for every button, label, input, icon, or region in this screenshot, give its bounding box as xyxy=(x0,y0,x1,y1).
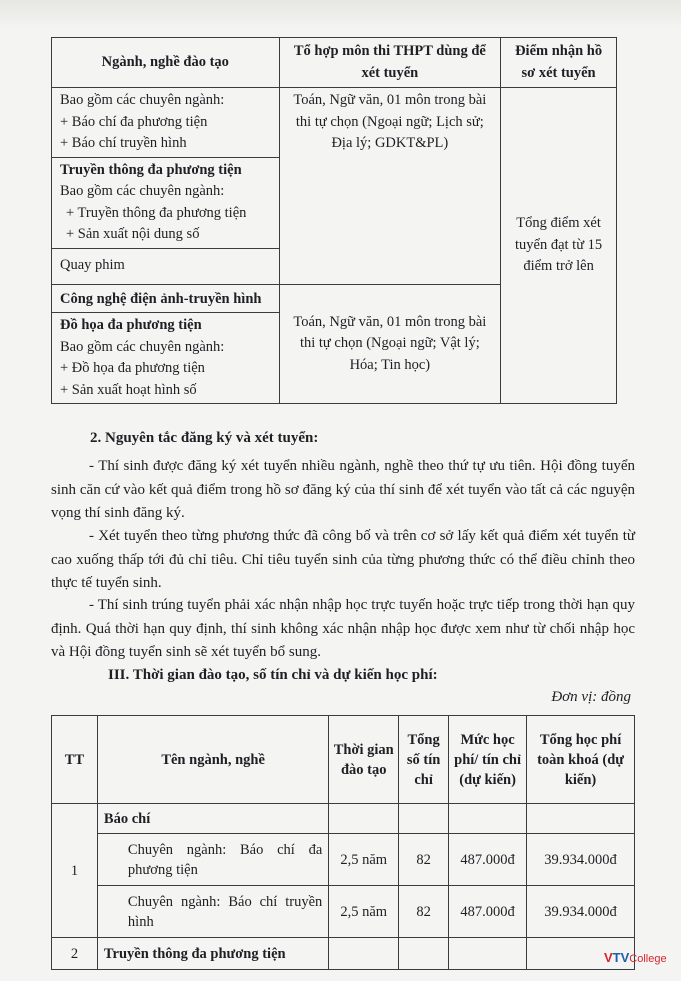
header-credits: Tổng số tín chỉ xyxy=(399,716,449,804)
header-combination: Tổ hợp môn thi THPT dùng để xét tuyển xyxy=(279,38,501,88)
logo-tv: TV xyxy=(612,950,630,965)
line: + Báo chí truyền hình xyxy=(60,135,187,151)
admission-combination-table xyxy=(51,37,617,404)
empty-cell xyxy=(399,938,449,970)
row-fee: 487.000đ xyxy=(449,886,527,938)
logo-college: College xyxy=(629,953,667,965)
tt-cell: 2 xyxy=(52,938,98,970)
row-time: 2,5 năm xyxy=(329,834,399,886)
header-fee: Mức học phí/ tín chỉ (dự kiến) xyxy=(449,716,527,804)
major-title: Truyền thông đa phương tiện xyxy=(60,161,242,178)
empty-cell xyxy=(449,938,527,970)
combo-cell-1: Toán, Ngữ văn, 01 môn trong bài thi tự chọn (Ngoại ngữ; Lịch sử; Địa lý; GDKT&PL) xyxy=(279,88,501,285)
group-name: Truyền thông đa phương tiện xyxy=(103,945,286,962)
row-name: Chuyên ngành: Báo chí truyền hình xyxy=(97,886,328,938)
vtv-college-logo xyxy=(604,950,667,965)
paragraph-3: - Thí sinh trúng tuyển phải xác nhận nhập học trực tuyến hoặc trực tiếp trong thời hạn quy định. Quá thời hạn quy định, thí sinh không xác nhận nhập học được xem như từ chối nhập học và Hội đồng tuyển sinh sẽ xét tuyển bổ sung. xyxy=(51,597,635,661)
header-time: Thời gian đào tạo xyxy=(329,716,399,804)
header-total: Tổng học phí toàn khoá (dự kiến) xyxy=(527,716,635,804)
major-cell-dohoa xyxy=(52,313,280,404)
section-2-heading: 2. Nguyên tắc đăng ký và xét tuyển: xyxy=(90,430,319,446)
line: Bao gồm các chuyên ngành: xyxy=(60,183,225,199)
header-major: Ngành, nghề đào tạo xyxy=(52,38,280,88)
row-total: 39.934.000đ xyxy=(527,834,635,886)
row-total: 39.934.000đ xyxy=(527,886,635,938)
line: + Sản xuất nội dung số xyxy=(66,226,200,242)
line: Bao gồm các chuyên ngành: xyxy=(60,92,225,108)
currency-unit: Đơn vị: đồng xyxy=(551,689,631,705)
combo-cell-2: Toán, Ngữ văn, 01 môn trong bài thi tự chọn (Ngoại ngữ; Vật lý; Hóa; Tin học) xyxy=(279,284,501,404)
group-name-cell xyxy=(97,804,328,834)
header-tt: TT xyxy=(52,716,98,804)
major-title: Công nghệ điện ảnh-truyền hình xyxy=(60,290,262,307)
row-fee: 487.000đ xyxy=(449,834,527,886)
row-credits: 82 xyxy=(399,834,449,886)
table-row xyxy=(52,834,635,886)
line: + Sản xuất hoạt hình số xyxy=(60,381,197,398)
section-3-heading: III. Thời gian đào tạo, số tín chỉ và dự kiến học phí: xyxy=(108,667,438,683)
row-time: 2,5 năm xyxy=(329,886,399,938)
logo-v: V xyxy=(604,950,613,965)
empty-cell xyxy=(329,938,399,970)
empty-cell xyxy=(329,804,399,834)
empty-cell xyxy=(527,804,635,834)
header-score: Điểm nhận hồ sơ xét tuyển xyxy=(501,38,617,88)
header-name: Tên ngành, nghề xyxy=(97,716,328,804)
row-name: Chuyên ngành: Báo chí đa phương tiện xyxy=(97,834,328,886)
major-cell-quayphim: Quay phim xyxy=(52,248,280,284)
line: + Báo chí đa phương tiện xyxy=(60,113,208,130)
tuition-table xyxy=(51,715,635,970)
line: + Đồ họa đa phương tiện xyxy=(60,360,205,376)
major-cell-baochi xyxy=(52,88,280,158)
major-title: Đồ họa đa phương tiện xyxy=(60,317,202,333)
paragraph-2: - Xét tuyển theo từng phương thức đã công bố và trên cơ sở lấy kết quả điểm xét tuyển từ cao xuống thấp tới đủ chỉ tiêu. Chỉ tiêu tuyển sinh của từng phương thức có thể điều chỉnh theo thực tế tuyển sinh. xyxy=(51,528,635,592)
empty-cell xyxy=(449,804,527,834)
line: + Truyền thông đa phương tiện xyxy=(66,204,247,221)
empty-cell xyxy=(399,804,449,834)
score-cell: Tổng điểm xét tuyển đạt từ 15 điểm trở lên xyxy=(501,88,617,404)
tt-cell: 1 xyxy=(52,804,98,938)
group-name-cell xyxy=(97,938,328,970)
table-row xyxy=(52,886,635,938)
major-cell-truyenthong xyxy=(52,157,280,248)
row-credits: 82 xyxy=(399,886,449,938)
page-top-shadow xyxy=(0,0,681,30)
line: Bao gồm các chuyên ngành: xyxy=(60,338,225,355)
group-name: Báo chí xyxy=(103,810,151,827)
major-cell-dienanh xyxy=(52,284,280,313)
paragraph-1: - Thí sinh được đăng ký xét tuyển nhiều ngành, nghề theo thứ tự ưu tiên. Hội đồng tuyển sinh căn cứ vào kết quả điểm trong hồ sơ đăng ký của thí sinh để xét tuyển vào tất cả các nguyện vọng thí sinh đăng ký. xyxy=(51,458,635,522)
